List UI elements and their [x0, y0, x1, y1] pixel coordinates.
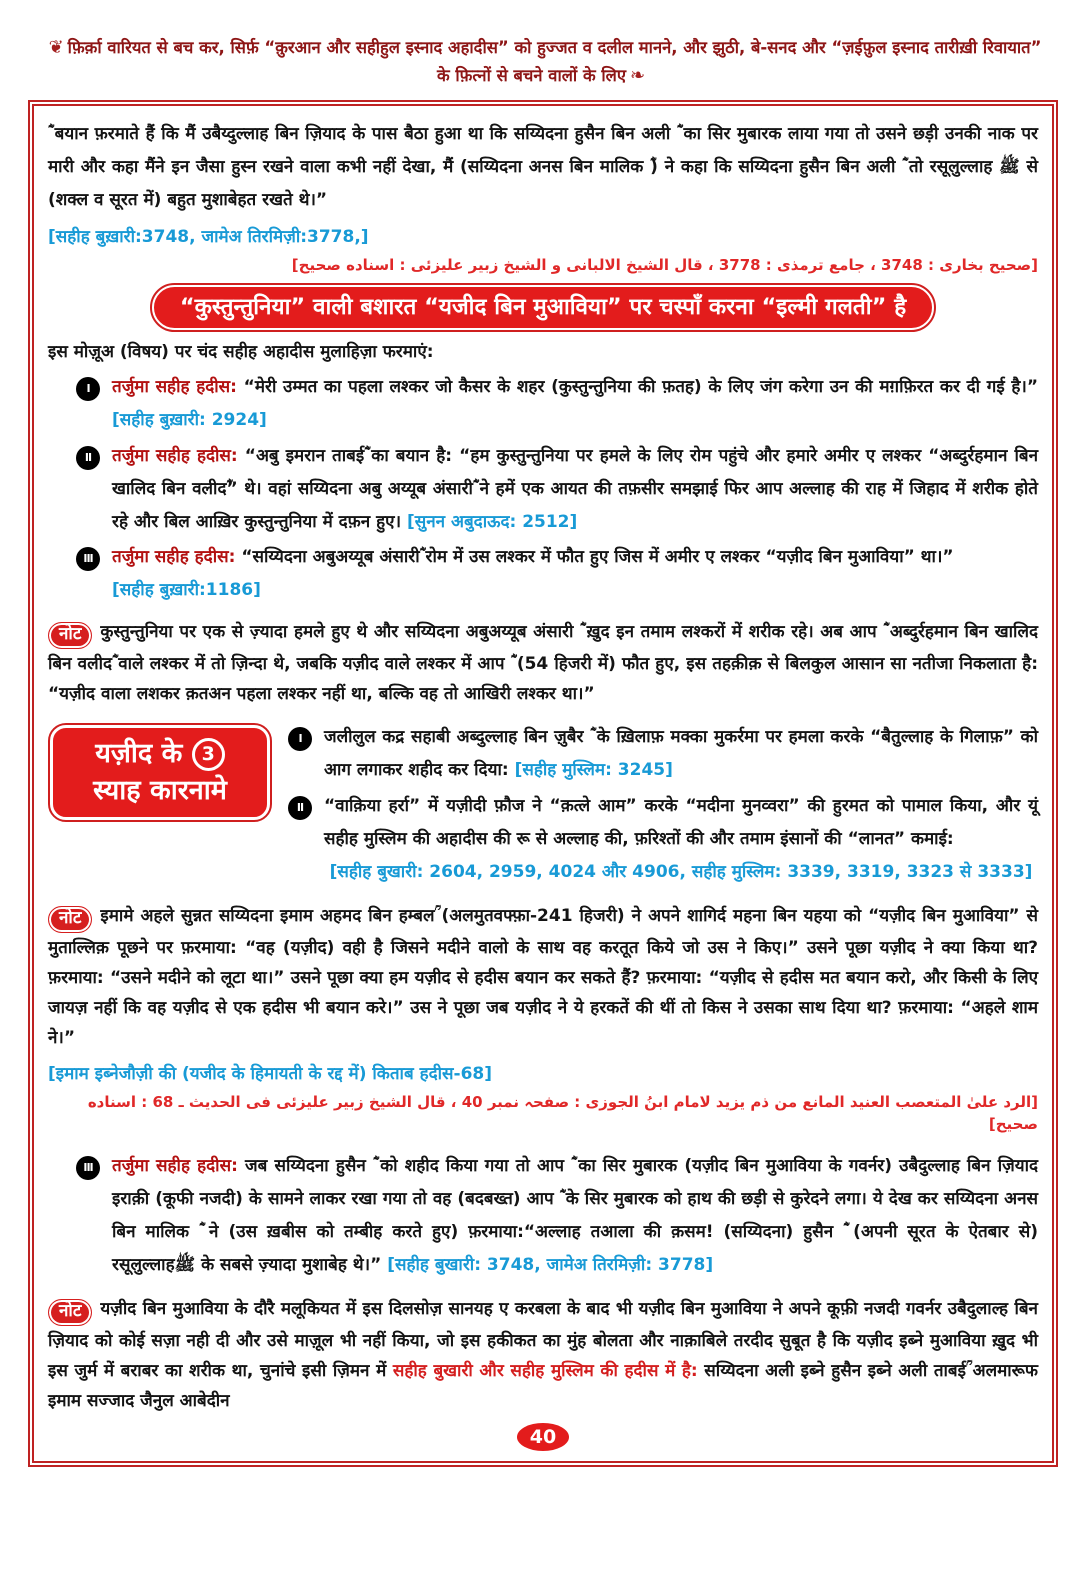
- note2-reference-blue: [इमाम इब्नेजौज़ी की (यजीद के हिमायती के रद्द में) किताब हदीस-68]: [48, 1063, 493, 1084]
- yazid-box-line2: स्याह कारनामे: [93, 774, 227, 806]
- note3-text-2: सय्यिदना अली इब्ने हुसैन इब्ने अली ताबईؒ अलमारूफ इमाम सज्जाद जैनुल आबेदीन: [48, 1361, 1039, 1412]
- page-header: [36, 34, 1050, 90]
- note2-paragraph: [48, 901, 1038, 1054]
- page-number-wrap: [48, 1423, 1038, 1451]
- roman-numeral-1-badge: I: [288, 727, 312, 751]
- hadith-item-3-body: [112, 541, 1038, 607]
- note3-text-1: यज़ीद बिन मुआविया के दौरै मलूकियत में इस दिलसोज़ सानयह ए करबला के बाद भी यज़ीद बिन मुआविया ने अपने कूफ़ी नजदी गवर्नर उबैदुलाल्ह बिन ज़ियाद को कोई सज़ा नही दी और उसे माज़ूल भी नहीं किया, जो इस हकीकत का मुंह बोलता और नाक़ाबिले तरदीद सुबूत है कि यज़ीद इब्ने मुआविया ख़ुद भी इस जुर्म में बराबर का शरीक था, चुनांचे इसी ज़िमन में: [48, 1299, 1038, 1382]
- section-banner-title: “कुस्तुन्तुनिया” वाली बशारत “यजीद बिन मुआविया” पर चस्पाँ करना “इल्मी गलती” है: [152, 285, 934, 330]
- yazid-item-1-body: [324, 721, 1038, 787]
- note1-text: कुस्तुन्तुनिया पर एक से ज़्यादा हमले हुए थे और सय्यिदना अबुअय्यूब अंसारी ؓ ख़ुद इन तमाम लश्करों में शरीक रहे। अब आप ؓ अब्दुर्रहमान बिन खालिद बिन वलीदؓ वाले लश्कर में तो ज़िन्दा थे, जबकि यज़ीद वाले लश्कर में आप ؓ (54 हिजरी में) फौत हुए, इस तहक़ीक़ से बिलकुल आसान सा नतीजा निकलाता है: “यज़ीद वाला लशकर क़तअन पहला लश्कर नहीं था, बल्कि वह तो आखिरी लश्कर था।”: [48, 622, 1038, 705]
- hadith-item-1-body: [112, 371, 1038, 437]
- hadith3-label: तर्जुमा सहीह हदीस:: [112, 1155, 238, 1176]
- content-frame: [32, 104, 1054, 1463]
- hadith-item-1-reference: [सहीह बुख़ारी: 2924]: [112, 410, 267, 431]
- note3-paragraph: [48, 1294, 1038, 1416]
- note-badge: नोट: [48, 906, 92, 933]
- hadith-item-3-label: तर्जुमा सहीह हदीस:: [112, 546, 236, 567]
- header-text: फ़िर्क़ा वारियत से बच कर, सिर्फ़ “क़ुरआन और सहीहुल इस्नाद अहादीस” को हुज्जत व दलील मानने, और झुठी, बे-सनद और “ज़ईफ़ुल इस्नाद तारीख़ी रिवायात” के फ़ित्नों से बचने वालों के लिए: [67, 38, 1042, 85]
- hadith1-reference-blue: [सहीह बुख़ारी:3748, जामेअ तिरमिज़ी:3778,]: [48, 227, 369, 248]
- yazid-item-1: [288, 721, 1038, 787]
- hadith3-text: जब सय्यिदना हुसैन ؓ को शहीद किया गया तो आप ؓ का सिर मुबारक (यज़ीद बिन मुआविया के गवर्नर) उबैदुल्लाह बिन ज़ियाद इराक़ी (कूफी नजदी) के सामने लाकर रखा गया तो वह (बदबख्त) आप ؓ के सिर मुबारक को हाथ की छड़ी से कुरेदने लगा। ये देख कर सय्यिदना अनस बिन मालिक ؓ ने (उस ख़बीस को तम्बीह करते हुए) फ़रमाया:“अल्लाह तआला की क़सम! (सय्यिदना) हुसैन ؓ (अपनी सूरत के ऐतबार से) रसूलुल्लाहﷺ के सबसे ज़्यादा मुशाबेह थे।”: [112, 1155, 1039, 1276]
- hadith1-paragraph: [48, 118, 1038, 217]
- roman-numeral-2-badge: II: [76, 446, 100, 470]
- yazid-item-2-body: [324, 790, 1038, 889]
- hadith-item-3-reference: [सहीह बुख़ारी:1186]: [112, 580, 261, 601]
- note2-reference-arabic: [الرد علىٰ المتعصب العنيد المانع من ذم يزيد لامام ابنُ الجوزى : صفحہ نمبر 40 ، قال الشيخ زبير عليزئى فى الحديث ـ 68 : اسناده صحيح]: [87, 1092, 1038, 1134]
- note2-text: इमामे अहले सुन्नत सय्यिदना इमाम अहमद बिन हम्बलؒ (अलमुतवफ्फ़ा-241 हिजरी) ने अपने शागिर्द महना बिन यहया को “यज़ीद बिन मुआविया” से मुताल्लिक़ पूछने पर फ़रमाया: “वह (यज़ीद) वही है जिसने मदीने वालो के साथ वह करतूत किये जो उस ने किए।” उसने पूछा यज़ीद ने क्या किया था? फ़रमाया: “उसने मदीने को लूटा था।” उसने पूछा क्या हम यज़ीद से हदीस बयान कर सकते हैं? फ़रमाया: “यज़ीद से हदीस मत बयान करो, और किसी के लिए जायज़ नहीं कि वह यज़ीद से एक हदीस भी बयान करे।” उस ने पूछा जब यज़ीद ने ये हरकतें की थीं तो किस ने उसका साथ दिया था? फ़रमाया: “अहले शाम ने।”: [48, 905, 1038, 1049]
- hadith3-item: [76, 1150, 1038, 1283]
- hadith-item-3-text: “सय्यिदना अबुअय्यूब अंसारीؓ रोम में उस लश्कर में फौत हुए जिस में अमीर ए लश्कर “यज़ीद बिन मुआविया” था।”: [235, 546, 954, 567]
- document-page: [0, 34, 1086, 1570]
- intro-line: इस मोज़ूअ (विषय) पर चंद सहीह अहादीस मुलाहिज़ा फरमाएं:: [48, 342, 434, 363]
- yazid-deeds-section: [48, 719, 1038, 891]
- yazid-item-2-reference: [सहीह बुखारी: 2604, 2959, 4024 और 4906, सहीह मुस्लिम: 3339, 3319, 3323 से 3333]: [329, 861, 1033, 882]
- hadith3-body: [112, 1150, 1038, 1283]
- hadith-item-2-reference: [सुनन अबुदाऊद: 2512]: [406, 511, 578, 532]
- circled-3-icon: 3: [192, 738, 225, 771]
- hadith-item-1-label: तर्जुमा सहीह हदीस:: [112, 377, 237, 398]
- roman-numeral-1-badge: I: [76, 377, 100, 401]
- yazid-deeds-items: [288, 719, 1038, 891]
- hadith1-reference-arabic: [صحيح بخارى : 3748 ، جامع ترمذى : 3778 ، قال الشيخ الالبانى و الشيخ زبير عليزئى : اسناده صحيح]: [291, 256, 1038, 275]
- roman-numeral-3-badge: III: [76, 547, 100, 571]
- yazid-deeds-title-box: [50, 725, 270, 820]
- note-badge: नोट: [48, 622, 92, 649]
- roman-numeral-2-badge: II: [288, 796, 312, 820]
- yazid-item-1-reference: [सहीह मुस्लिम: 3245]: [514, 760, 673, 781]
- hadith-item-3: [76, 541, 1038, 607]
- yazid-box-line1: यज़ीद के: [95, 738, 183, 770]
- note-badge: नोट: [48, 1299, 92, 1326]
- hadith-item-1: [76, 371, 1038, 437]
- yazid-item-2: [288, 790, 1038, 889]
- note3-highlight: सहीह बुखारी और सहीह मुस्लिम की हदीस में है:: [392, 1361, 698, 1382]
- yazid-item-1-text: जलीलुल कद्र सहाबी अब्दुल्लाह बिन ज़ुबैर ؓ के ख़िलाफ़ मक्का मुकर्रमा पर हमला करके “बैतुल्लाह के गिलाफ़” को आग लगाकर शहीद कर दिया:: [324, 727, 1038, 781]
- hadith-item-2-label: तर्जुमा सहीह हदीस:: [112, 445, 238, 466]
- floral-ornament-left-icon: ❦: [48, 37, 64, 58]
- hadith1-text: ؓ बयान फ़रमाते हैं कि मैं उबैय्दुल्लाह बिन ज़ियाद के पास बैठा हुआ था कि सय्यिदना हुसैन बिन अली ؓ का सिर मुबारक लाया गया तो उसने छड़ी उनकी नाक पर मारी और कहा मैंने इन जैसा हुस्न रखने वाला कभी नहीं देखा, मैं (सय्यिदना अनस बिन मालिक ؓ) ने कहा कि सय्यिदना हुसैन बिन अली ؓ तो रसूलुल्लाह ﷺ से (शक्ल व सूरत में) बहुत मुशाबेहत रखते थे।”: [48, 123, 1038, 211]
- hadith-item-1-text: “मेरी उम्मत का पहला लश्कर जो कैसर के शहर (कुस्तुन्तुनिया की फ़तह) के लिए जंग करेगा उन की मग़फ़िरत कर दी गई है।”: [236, 377, 1039, 398]
- hadith-item-2: [76, 440, 1038, 539]
- section-banner-wrap: [48, 285, 1038, 330]
- note1-paragraph: [48, 617, 1038, 709]
- hadith-item-2-body: [112, 440, 1038, 539]
- yazid-item-2-text: “वाक़िया हर्रा” में यज़ीदी फ़ौज ने “क़त्ले आम” करके “मदीना मुनव्वरा” की हुरमत को पामाल किया, और यूं सहीह मुस्लिम की अहादीस की रू से अल्लाह की, फ़रिश्तों की और तमाम इंसानों की “लानत” कमाई:: [324, 795, 1038, 849]
- hadith3-reference: [सहीह बुखारी: 3748, जामेअ तिरमिज़ी: 3778]: [387, 1255, 714, 1276]
- hadith-item-2-text: “अबु इमरान ताबईؓ का बयान है: “हम कुस्तुन्तुनिया पर हमले के लिए रोम पहुंचे और हमारे अमीर ए लश्कर “अब्दुर्रहमान बिन खालिद बिन वलीदؓ” थे। वहां सय्यिदना अबु अय्यूब अंसारीؓ ने हमें एक आयत की तफ़सीर समझाई फिर आप अल्लाह की राह में जिहाद में शरीक होते रहे और बिल आख़िर कुस्तुन्तुनिया में दफ़न हुए।: [112, 445, 1039, 532]
- page-number-badge: 40: [517, 1423, 569, 1451]
- floral-ornament-right-icon: ❧: [629, 64, 646, 86]
- roman-numeral-3-badge: III: [76, 1156, 100, 1180]
